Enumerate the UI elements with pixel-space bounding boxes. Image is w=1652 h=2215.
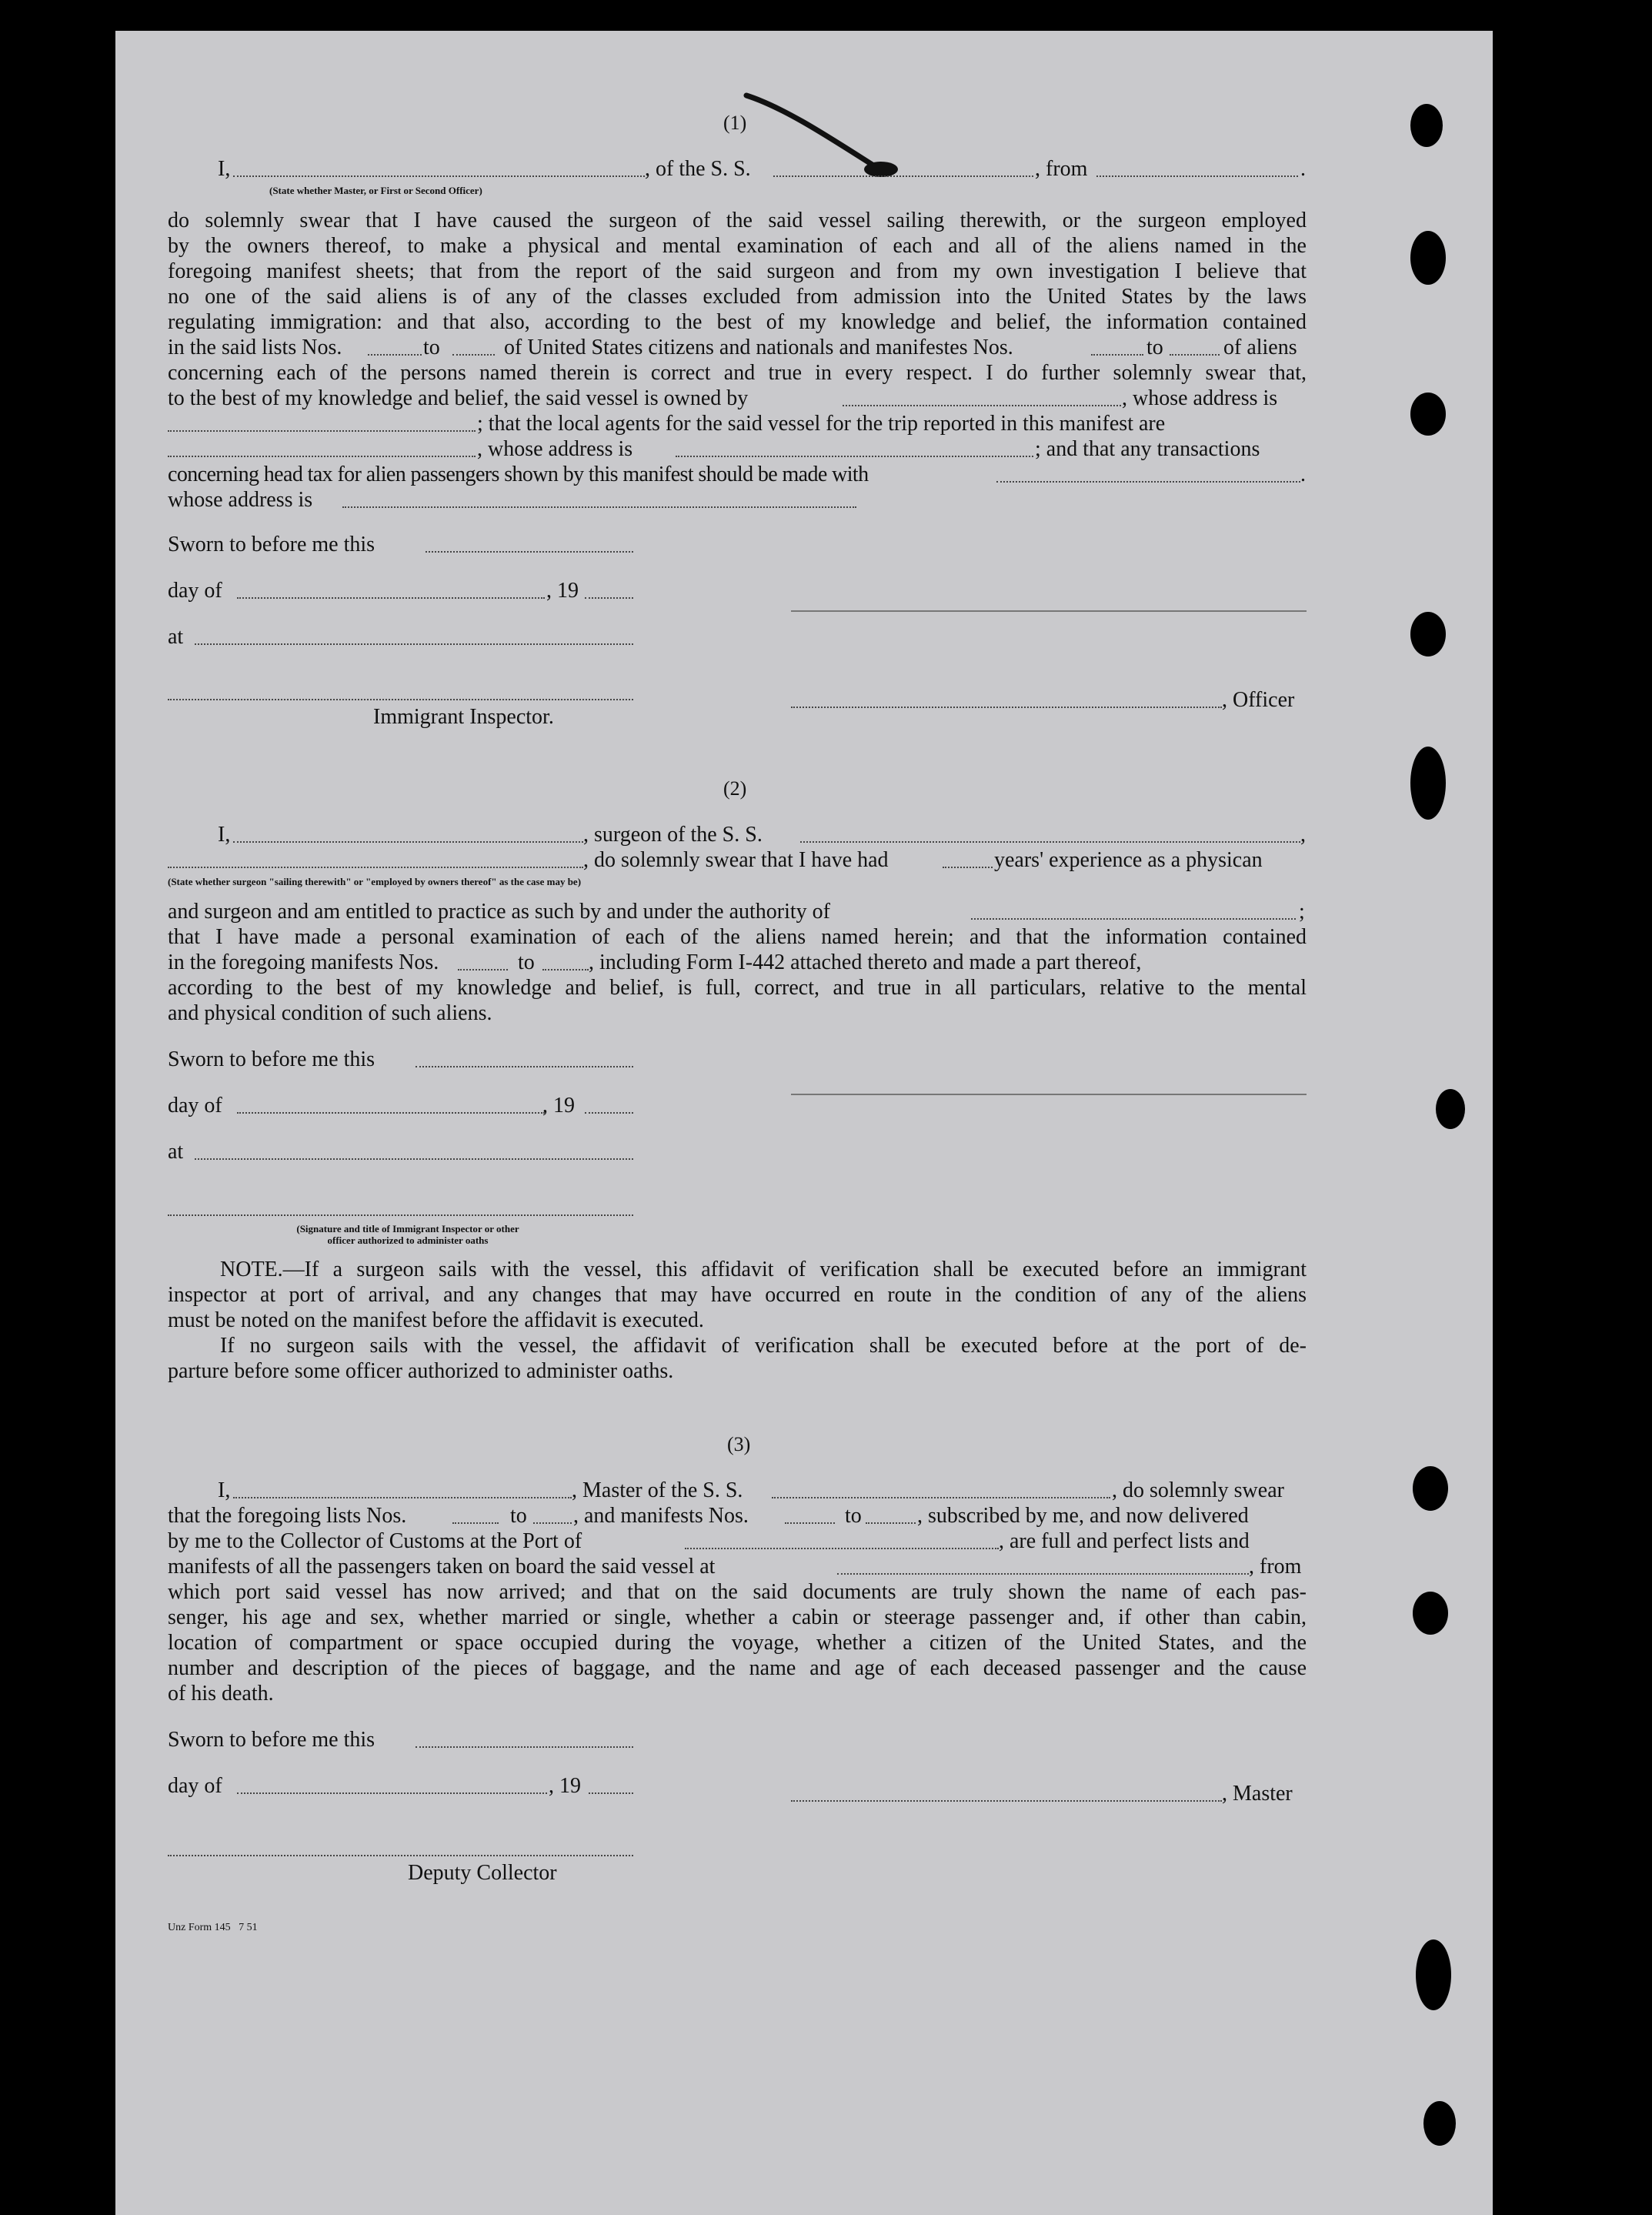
punch-hole [1410, 104, 1443, 147]
oath-line: which port said vessel has now arrived; and that on the said documents are truly shown the name of each pas- [168, 1580, 1307, 1604]
period: . [1300, 463, 1306, 486]
section-1-number: (1) [723, 112, 747, 134]
years-field[interactable] [943, 867, 993, 868]
oath-line: senger, his age and sex, whether married or single, whether a cabin or steerage passenger and, if other than cabin, [168, 1605, 1307, 1629]
authority-field[interactable] [971, 918, 1296, 920]
boarding-port-field[interactable] [837, 1573, 1249, 1575]
note-line: If no surgeon sails with the vessel, the affidavit of verification shall be executed before at the port of de- [220, 1334, 1307, 1358]
agents-address-field[interactable] [676, 456, 1033, 457]
sworn-date-field[interactable] [416, 1746, 633, 1748]
manifests-to-field[interactable] [866, 1522, 916, 1524]
lists-to-field[interactable] [452, 354, 495, 356]
local-agents-label: ; that the local agents for the said vessel for the trip reported in this manifest are [477, 412, 1166, 436]
oath-i-label: I, [218, 823, 231, 847]
lists-to-field[interactable] [533, 1522, 572, 1524]
officer-label: , Officer [1222, 688, 1295, 712]
to-label: to [845, 1504, 862, 1528]
lists-nos-label: in the said lists Nos. [168, 336, 342, 359]
officer-hint: (State whether Master, or First or Second Officer) [269, 185, 482, 196]
deputy-label: Deputy Collector [408, 1861, 557, 1885]
inspector-signature-line[interactable] [168, 699, 633, 700]
from-label: , from [1035, 157, 1088, 181]
oath-i-label: I, [218, 157, 231, 181]
officer-signature-line[interactable] [791, 707, 1222, 708]
punch-hole [1436, 1089, 1465, 1129]
owner-address-field[interactable] [168, 430, 476, 432]
surgeon-paragraph [168, 975, 1307, 1001]
master-label: , Master [1222, 1782, 1293, 1806]
oath-line: that I have made a personal examination of each of the aliens named herein; and that the information contained [168, 925, 1307, 949]
of-ss-label: , of the S. S. [645, 157, 751, 181]
signature-hint: (Signature and title of Immigrant Inspector or other [296, 1223, 519, 1234]
surgeon-signature-line[interactable] [791, 1094, 1307, 1095]
oath-line: regulating immigration: and that also, according to the best of my knowledge and belief, the information contained [168, 310, 1307, 334]
inspector-signature-line[interactable] [168, 1214, 633, 1216]
at-label: at [168, 625, 184, 649]
full-lists-label: , are full and perfect lists and [999, 1529, 1250, 1553]
master-of-label: , Master of the S. S. [572, 1478, 743, 1502]
year-label: , 19 [546, 579, 579, 603]
ink-mark [739, 85, 916, 185]
head-tax-label: concerning head tax for alien passengers shown by this manifest should be made with [168, 463, 869, 486]
oath-line: according to the best of my knowledge and belief, is full, correct, and true in all particulars, relative to the mental [168, 976, 1307, 1000]
from-label: , from [1249, 1555, 1302, 1579]
master-signature-line[interactable] [791, 1800, 1222, 1802]
manifests-from-field[interactable] [1091, 354, 1143, 356]
whose-address-label: , whose address is [477, 437, 633, 461]
vessel-name-field[interactable] [773, 175, 1033, 177]
semicolon: ; [1299, 900, 1305, 924]
master-paragraph [168, 1579, 1307, 1681]
sworn-label: Sworn to before me this [168, 1047, 375, 1071]
oath-line: of his death. [168, 1682, 274, 1706]
punch-hole [1416, 1939, 1451, 2010]
whose-address-label: , whose address is [1122, 386, 1278, 410]
subscribed-label: , subscribed by me, and now delivered [917, 1504, 1249, 1528]
swear-label: , do solemnly swear that I have had [583, 848, 889, 872]
authority-label: and surgeon and am entitled to practice as such by and under the authority of [168, 900, 830, 924]
master-name-field[interactable] [233, 1497, 572, 1498]
at-label: at [168, 1140, 184, 1164]
surgeon-of-label: , surgeon of the S. S. [583, 823, 763, 847]
citizens-label: of United States citizens and nationals and manifestes Nos. [504, 336, 1013, 359]
period: . [1300, 157, 1306, 181]
head-tax-contact-field[interactable] [996, 481, 1300, 483]
sworn-date-field[interactable] [416, 1066, 633, 1067]
year-field[interactable] [585, 597, 633, 599]
oath-line: location of compartment or space occupied during the voyage, whether a citizen of the United States, and the [168, 1631, 1307, 1655]
sworn-date-field[interactable] [426, 551, 633, 553]
officer-name-field[interactable] [233, 175, 645, 177]
at-place-field[interactable] [195, 1158, 633, 1160]
whose-address-label: whose address is [168, 488, 313, 512]
punch-hole [1413, 1592, 1448, 1635]
including-label: , including Form I-442 attached thereto and made a part thereof, [589, 950, 1142, 974]
owned-by-label: to the best of my knowledge and belief, the said vessel is owned by [168, 386, 749, 410]
day-of-field[interactable] [237, 597, 545, 599]
note-paragraph [168, 1257, 1307, 1308]
punch-hole [1410, 747, 1446, 820]
year-field[interactable] [589, 1792, 633, 1794]
vessel-name-field[interactable] [800, 841, 1300, 843]
lists-from-field[interactable] [452, 1522, 499, 1524]
oath-line: by the owners thereof, to make a physical and mental examination of each and all of the aliens named in the [168, 234, 1307, 258]
oath-paragraph-1 [168, 208, 1307, 335]
from-port-field[interactable] [1096, 175, 1298, 177]
day-of-label: day of [168, 1094, 222, 1118]
punch-hole [1410, 393, 1446, 436]
lists-from-field[interactable] [368, 354, 422, 356]
year-field[interactable] [585, 1112, 633, 1114]
signature-hint: officer authorized to administer oaths [327, 1234, 489, 1246]
to-label: to [423, 336, 440, 359]
surgeon-status-field[interactable] [168, 867, 583, 868]
collector-label: by me to the Collector of Customs at the Port of [168, 1529, 582, 1553]
note-line: inspector at port of arrival, and any changes that may have occurred en route in the condition of any of the aliens [168, 1283, 1307, 1307]
years-label: years' experience as a physican [994, 848, 1263, 872]
oath-line: number and description of the pieces of baggage, and the name and age of each deceased passenger and the cause [168, 1656, 1307, 1680]
of-aliens-label: of aliens [1223, 336, 1297, 359]
year-label: , 19 [549, 1774, 581, 1798]
punch-hole [1423, 2101, 1456, 2146]
manifests-from-field[interactable] [458, 969, 508, 971]
taken-label: manifests of all the passengers taken on board the said vessel at [168, 1555, 716, 1579]
at-place-field[interactable] [195, 643, 633, 645]
oath-line: do solemnly swear that I have caused the surgeon of the said vessel sailing therewith, or the surgeon employed [168, 209, 1307, 232]
lists-label: that the foregoing lists Nos. [168, 1504, 407, 1528]
comma: , [1300, 823, 1306, 847]
punch-hole [1410, 231, 1446, 285]
manifests-from-field[interactable] [785, 1522, 835, 1524]
agents-field[interactable] [168, 456, 476, 457]
oath-line: concerning each of the persons named therein is correct and true in every respect. I do further solemnly swear that, [168, 361, 1307, 385]
surgeon-name-field[interactable] [233, 841, 583, 843]
punch-hole [1413, 1466, 1448, 1511]
to-label: to [1146, 336, 1163, 359]
transactions-label: ; and that any transactions [1035, 437, 1260, 461]
port-field[interactable] [685, 1548, 999, 1549]
form-id: Unz Form 145 7 51 [168, 1922, 258, 1933]
section-2-number: (2) [723, 777, 747, 800]
vessel-name-field[interactable] [772, 1497, 1110, 1498]
sworn-label: Sworn to before me this [168, 533, 375, 556]
manifests-to-field[interactable] [1170, 354, 1220, 356]
surgeon-paragraph [168, 924, 1307, 950]
day-of-field[interactable] [237, 1792, 547, 1794]
note-line: parture before some officer authorized to administer oaths. [168, 1359, 674, 1383]
day-of-label: day of [168, 1774, 222, 1798]
to-label: to [510, 1504, 527, 1528]
swear-label: , do solemnly swear [1112, 1478, 1284, 1502]
master-signature-line[interactable] [791, 610, 1307, 612]
punch-hole [1410, 612, 1446, 656]
to-label: to [518, 950, 535, 974]
section-3-number: (3) [727, 1433, 751, 1455]
manifests-label: , and manifests Nos. [573, 1504, 749, 1528]
oath-line: foregoing manifest sheets; that from the report of the said surgeon and from my own investigation I believe that [168, 259, 1307, 283]
day-of-field[interactable] [237, 1112, 545, 1114]
oath-line: and physical condition of such aliens. [168, 1001, 492, 1025]
note-line: must be noted on the manifest before the affidavit is executed. [168, 1308, 704, 1332]
note-line: NOTE.—If a surgeon sails with the vessel, this affidavit of verification shall be executed before an immigrant [220, 1258, 1307, 1281]
sworn-label: Sworn to before me this [168, 1728, 375, 1752]
manifests-to-field[interactable] [542, 969, 589, 971]
year-label: , 19 [542, 1094, 575, 1118]
manifests-label: in the foregoing manifests Nos. [168, 950, 439, 974]
deputy-signature-line[interactable] [168, 1855, 633, 1856]
oath-paragraph-2 [168, 360, 1307, 386]
contact-address-field[interactable] [342, 506, 856, 508]
inspector-label: Immigrant Inspector. [373, 705, 554, 729]
oath-line: no one of the said aliens is of any of the classes excluded from admission into the United States by the laws [168, 285, 1307, 309]
surgeon-hint: (State whether surgeon "sailing therewith" or "employed by owners thereof" as the case may be) [168, 876, 582, 887]
day-of-label: day of [168, 579, 222, 603]
note-paragraph [168, 1333, 1307, 1358]
owner-field[interactable] [843, 405, 1121, 406]
oath-i-label: I, [218, 1478, 231, 1502]
